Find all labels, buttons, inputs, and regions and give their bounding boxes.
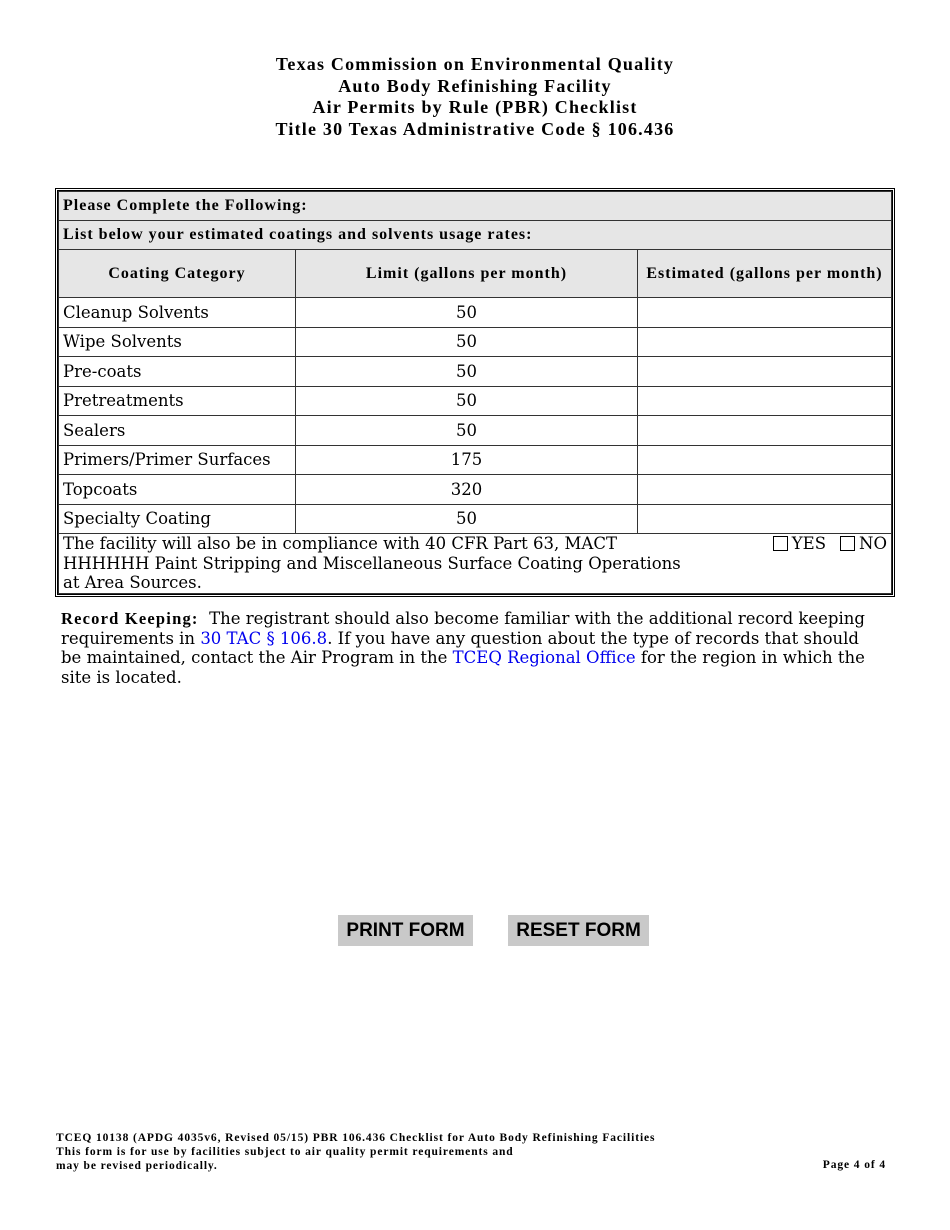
table-row xyxy=(59,357,892,387)
table-row xyxy=(59,298,892,328)
table-row xyxy=(59,386,892,416)
footer-revision-note: may be revised periodically. xyxy=(56,1160,218,1172)
category-cell: Specialty Coating xyxy=(59,504,296,534)
reset-form-button[interactable]: RESET FORM xyxy=(508,915,649,946)
table-row xyxy=(59,416,892,446)
table-row xyxy=(59,475,892,505)
estimated-input[interactable] xyxy=(638,327,892,357)
limit-cell: 175 xyxy=(296,445,638,475)
compliance-statement: The facility will also be in compliance with 40 CFR Part 63, MACT HHHHHH Paint Stripping and Miscellaneous Surface Coating Operations at Area Sources. xyxy=(63,534,681,592)
limit-cell: 50 xyxy=(296,504,638,534)
tac-106-8-link[interactable]: 30 TAC § 106.8 xyxy=(200,628,328,648)
footer xyxy=(56,1131,891,1173)
page-number: Page 4 of 4 xyxy=(822,1159,886,1171)
footer-form-id: TCEQ 10138 (APDG 4035v6, Revised 05/15) PBR 106.436 Checklist for Auto Body Refinishing Facilities xyxy=(56,1132,656,1144)
footer-usage-note: This form is for use by facilities subject to air quality permit requirements and xyxy=(56,1146,514,1158)
limit-cell: 50 xyxy=(296,386,638,416)
limit-cell: 320 xyxy=(296,475,638,505)
header-agency: Texas Commission on Environmental Quality xyxy=(275,54,675,74)
category-cell: Cleanup Solvents xyxy=(59,298,296,328)
category-cell: Wipe Solvents xyxy=(59,327,296,357)
col-header-limit: Limit (gallons per month) xyxy=(296,250,638,298)
estimated-input[interactable] xyxy=(638,357,892,387)
limit-cell: 50 xyxy=(296,416,638,446)
usage-table xyxy=(58,191,892,594)
subsection-title: List below your estimated coatings and solvents usage rates: xyxy=(59,221,892,250)
category-cell: Pretreatments xyxy=(59,386,296,416)
estimated-input[interactable] xyxy=(638,475,892,505)
col-header-category: Coating Category xyxy=(59,250,296,298)
no-option[interactable] xyxy=(840,534,887,554)
column-headers xyxy=(59,250,892,298)
no-checkbox[interactable] xyxy=(840,536,855,551)
table-row xyxy=(59,445,892,475)
record-keeping-label: Record Keeping: xyxy=(61,609,199,628)
section-title: Please Complete the Following: xyxy=(59,192,892,221)
limit-cell: 50 xyxy=(296,327,638,357)
estimated-input[interactable] xyxy=(638,504,892,534)
yes-label: YES xyxy=(791,534,827,553)
estimated-input[interactable] xyxy=(638,386,892,416)
yes-checkbox[interactable] xyxy=(773,536,788,551)
record-keeping-text-3: for the region in which the site is located. xyxy=(61,648,865,688)
compliance-row xyxy=(59,534,892,594)
limit-cell: 50 xyxy=(296,357,638,387)
yes-option[interactable] xyxy=(773,534,826,554)
record-keeping-paragraph xyxy=(61,609,881,688)
record-keeping-text-2: . If you have any question about the type of records that should be maintained, contact the Air Program in the xyxy=(61,628,859,668)
no-label: NO xyxy=(859,534,887,553)
header-facility: Auto Body Refinishing Facility xyxy=(338,75,612,96)
category-cell: Sealers xyxy=(59,416,296,446)
category-cell: Primers/Primer Surfaces xyxy=(59,445,296,475)
category-cell: Topcoats xyxy=(59,475,296,505)
usage-form xyxy=(55,188,895,597)
header-code: Title 30 Texas Administrative Code § 106.436 xyxy=(275,118,675,139)
limit-cell: 50 xyxy=(296,298,638,328)
category-cell: Pre-coats xyxy=(59,357,296,387)
table-row xyxy=(59,327,892,357)
header-checklist: Air Permits by Rule (PBR) Checklist xyxy=(312,97,638,117)
col-header-estimated: Estimated (gallons per month) xyxy=(638,250,892,298)
document-header xyxy=(0,54,950,140)
compliance-options xyxy=(773,534,887,554)
table-row xyxy=(59,504,892,534)
estimated-input[interactable] xyxy=(638,416,892,446)
regional-office-link[interactable]: TCEQ Regional Office xyxy=(452,648,636,668)
estimated-input[interactable] xyxy=(638,445,892,475)
print-form-button[interactable]: PRINT FORM xyxy=(338,915,473,946)
record-keeping-text-1: The registrant should also become familiar with the additional record keeping requirements in xyxy=(61,609,865,648)
estimated-input[interactable] xyxy=(638,298,892,328)
